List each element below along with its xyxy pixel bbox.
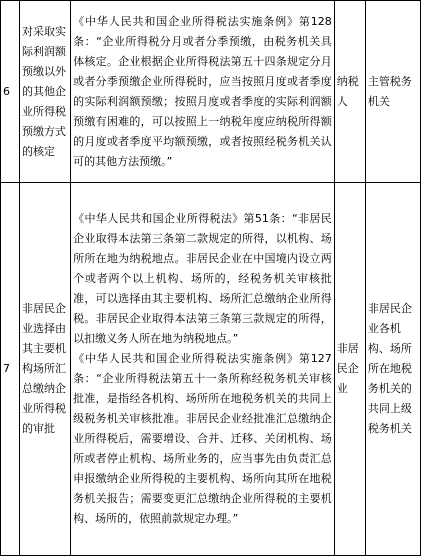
approval-item: 非居民企业选择由其主要机构场所汇总缴纳企业所得税的审批 xyxy=(20,183,71,556)
legal-basis-paragraph: 《中华人民共和国企业所得税法》第51条：“非居民企业取得本法第三条第二款规定的所得，以机构、场所所在地为纳税地点。非居民企业在中国境内设立两个或者两个以上机构、场所的，经税务机关审核批准，可以选择由其主要机构、场所汇总缴纳企业所得税。非居民企业取得本法第三条第三款规定的所得，以扣缴义务人所在地为纳税地点。” xyxy=(73,212,332,345)
row-index: 6 xyxy=(1,1,20,183)
legal-basis-paragraph: 《中华人民共和国企业所得税法实施条例》第127条：“企业所得税法第五十一条所称经税务机关审核批准，是指经各机构、场所所在地税务机关的共同上级税务机关审核批准。非居民企业经批准汇总缴纳企业所得税后，需要增设、合并、迁移、关闭机构、场所或者停止机构、场所业务的，应当事先由负责汇总申报缴纳企业所得税的主要机构、场所向其所在地税务机关报告；需要变更汇总缴纳企业所得税的主要机构、场所的，依照前款规定办理。” xyxy=(73,352,332,525)
approval-item: 对采取实际利润额预缴以外的其他企业所得税预缴方式的核定 xyxy=(20,1,71,183)
legal-basis xyxy=(71,183,335,556)
applicant: 非居民企业 xyxy=(334,183,365,556)
table-row xyxy=(1,183,421,556)
legal-basis-paragraph: 《中华人民共和国企业所得税法实施条例》第128条：“企业所得税分月或者分季预缴，由税务机关具体核定。企业根据企业所得税法第五十四条规定分月或者分季预缴企业所得税时，应当按照月度或者季度的实际利润额预缴；按照月度或者季度的实际利润额预缴有困难的，可以按照上一纳税年度应纳税所得额的月度或者季度平均额预缴，或者按照经税务机关认可的其他方法预缴。” xyxy=(73,14,332,168)
approving-authority: 主管税务机关 xyxy=(365,1,420,183)
applicant: 纳税人 xyxy=(334,1,365,183)
legal-basis xyxy=(71,1,335,183)
table-row xyxy=(1,1,421,183)
approving-authority: 非居民企业各机构、场所所在地税务机关的共同上级税务机关 xyxy=(365,183,420,556)
row-index: 7 xyxy=(1,183,20,556)
